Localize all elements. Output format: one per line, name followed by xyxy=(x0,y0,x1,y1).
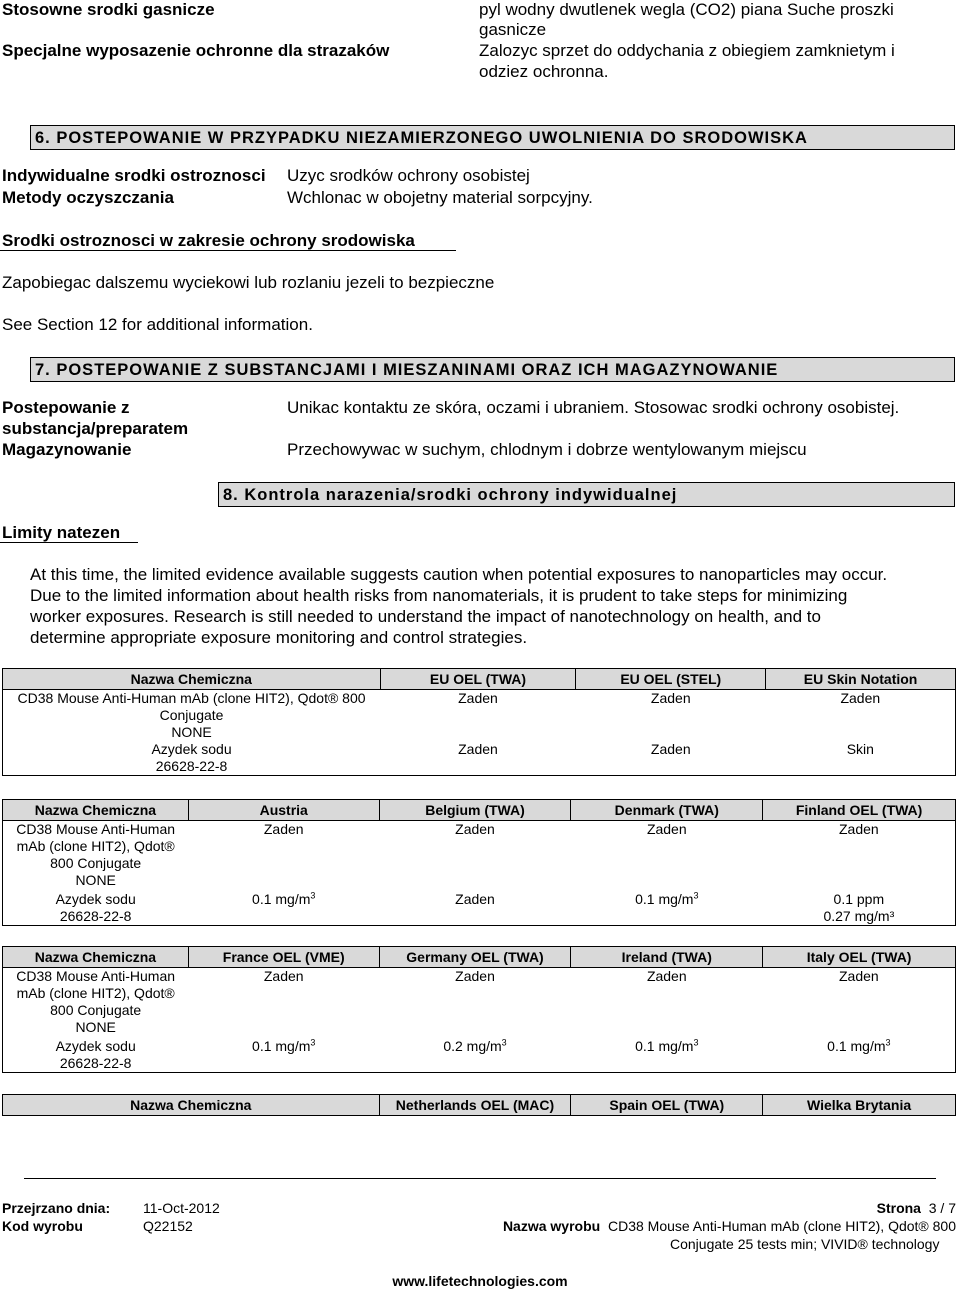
table-header-row xyxy=(3,800,956,821)
cell-value: 0.2 mg/m xyxy=(443,1038,502,1054)
nano-paragraph-line-2: Due to the limited information about health risks from nanomaterials, it is prudent to take steps for minimizing xyxy=(30,586,848,605)
storage-label: Magazynowanie xyxy=(2,440,132,459)
page-value: 3 / 7 xyxy=(928,1200,956,1216)
cell-line: NONE xyxy=(75,872,116,888)
section-6-header: 6. POSTEPOWANIE W PRZYPADKU NIEZAMIERZONEGO UWOLNIENIA DO SRODOWISKA xyxy=(30,125,955,150)
limits-underline xyxy=(0,542,138,543)
table-cell: Zaden xyxy=(263,968,304,984)
table-header-row xyxy=(3,669,956,690)
table-cell: Zaden xyxy=(766,690,956,742)
cell-line: Azydek sodu xyxy=(151,741,232,757)
chemical-name-cell xyxy=(3,968,189,1037)
environmental-precautions-heading: Srodki ostroznosci w zakresie ochrony srodowiska xyxy=(2,231,415,250)
table-cell: Zaden xyxy=(646,968,687,984)
cell-value: 0.1 mg/m xyxy=(635,1038,694,1054)
column-header: Austria xyxy=(188,800,379,821)
table-cell xyxy=(188,889,379,926)
table-cell xyxy=(188,1036,379,1073)
column-header: Finland OEL (TWA) xyxy=(763,800,956,821)
cell-line: 800 Conjugate xyxy=(50,1002,142,1018)
cleanup-methods-value: Wchlonac w obojetny material sorpcyjny. xyxy=(287,188,593,207)
chemical-name-cell xyxy=(3,690,381,742)
cell-line: Azydek sodu xyxy=(55,891,136,907)
table-row xyxy=(3,1036,956,1073)
page-number xyxy=(877,1200,956,1217)
exposure-limits-label: Limity natezen xyxy=(2,523,121,542)
chemical-name-cell xyxy=(3,1036,189,1073)
column-header: Spain OEL (TWA) xyxy=(571,1095,763,1116)
cell-line: NONE xyxy=(171,724,212,740)
cell-line: 0.1 ppm xyxy=(833,891,885,907)
column-header: Ireland (TWA) xyxy=(571,947,763,968)
product-name-line-2: Conjugate 25 tests min; VIVID® technology xyxy=(670,1236,940,1252)
cell-line: CD38 Mouse Anti-Human xyxy=(16,821,176,837)
fire-extinguishing-value-2: gasnicze xyxy=(479,20,547,39)
column-header: Germany OEL (TWA) xyxy=(379,947,571,968)
table-row xyxy=(3,741,956,776)
unit-superscript: 3 xyxy=(501,1037,507,1048)
table-cell: Zaden xyxy=(646,821,687,837)
personal-precautions-value: Uzyc srodków ochrony osobistej xyxy=(287,166,530,185)
column-header: Nazwa Chemiczna xyxy=(3,800,189,821)
cell-value: 0.1 mg/m xyxy=(252,891,311,907)
column-header: Nazwa Chemiczna xyxy=(3,669,381,690)
eu-oel-table xyxy=(2,668,956,776)
environmental-precautions-text: Zapobiegac dalszemu wyciekowi lub rozlaniu jezeli to bezpieczne xyxy=(2,273,495,292)
chemical-name-cell xyxy=(3,889,189,926)
storage-value: Przechowywac w suchym, chlodnym i dobrze wentylowanym miejscu xyxy=(287,440,807,459)
country-oel-table-2 xyxy=(2,946,956,1073)
personal-precautions-label: Indywidualne srodki ostroznosci xyxy=(2,166,266,185)
column-header: Netherlands OEL (MAC) xyxy=(379,1095,571,1116)
fire-extinguishing-label: Stosowne srodki gasnicze xyxy=(2,0,215,19)
table-cell: Zaden xyxy=(650,690,691,706)
nano-paragraph-line-4: determine appropriate exposure monitoring and control strategies. xyxy=(30,628,528,647)
table-cell: Zaden xyxy=(263,821,304,837)
cell-line: NONE xyxy=(75,1019,116,1035)
firefighter-equipment-value-1: Zalozyc sprzet do oddychania z obiegiem zamknietym i xyxy=(479,41,895,60)
cell-line: 26628-22-8 xyxy=(59,1055,132,1071)
handling-value: Unikac kontaktu ze skóra, oczami i ubraniem. Stosowac srodki ochrony osobistej. xyxy=(287,398,900,417)
column-header: Denmark (TWA) xyxy=(571,800,763,821)
cell-line: Azydek sodu xyxy=(55,1038,136,1054)
cell-line: mAb (clone HIT2), Qdot® xyxy=(16,985,175,1001)
column-header: EU Skin Notation xyxy=(766,669,956,690)
table-row xyxy=(3,889,956,926)
cell-line: mAb (clone HIT2), Qdot® xyxy=(16,838,175,854)
column-header: Belgium (TWA) xyxy=(379,800,571,821)
table-cell xyxy=(763,1036,956,1073)
column-header: France OEL (VME) xyxy=(188,947,379,968)
product-code-value: Q22152 xyxy=(143,1218,193,1234)
unit-superscript: 3 xyxy=(310,890,316,901)
product-name-line-1: CD38 Mouse Anti-Human mAb (clone HIT2), Qdot® 800 xyxy=(607,1218,956,1234)
column-header: Nazwa Chemiczna xyxy=(3,947,189,968)
chemical-name-cell xyxy=(3,741,381,776)
cell-line: CD38 Mouse Anti-Human mAb (clone HIT2), Qdot® 800 xyxy=(17,690,366,706)
table-row xyxy=(3,690,956,742)
nano-paragraph-line-3: worker exposures. Research is still needed to understand the impact of nanotechnology on health, and to xyxy=(30,607,821,626)
section-8-header: 8. Kontrola narazenia/srodki ochrony indywidualnej xyxy=(218,482,955,507)
handling-label-2: substancja/preparatem xyxy=(2,419,189,438)
product-name xyxy=(503,1218,956,1235)
column-header: Nazwa Chemiczna xyxy=(3,1095,380,1116)
table-cell: Zaden xyxy=(576,741,766,776)
table-cell: Skin xyxy=(766,741,956,776)
cell-value: 0.1 mg/m xyxy=(252,1038,311,1054)
column-header: Wielka Brytania xyxy=(763,1095,956,1116)
table-row xyxy=(3,821,956,890)
cell-line: 800 Conjugate xyxy=(50,855,142,871)
table-cell xyxy=(763,889,956,926)
website-url: www.lifetechnologies.com xyxy=(392,1273,568,1289)
nano-paragraph-line-1: At this time, the limited evidence available suggests caution when potential exposures to nanoparticles may occur. xyxy=(30,565,888,584)
table-cell xyxy=(379,1036,571,1073)
table-cell: Zaden xyxy=(455,968,495,984)
column-header: EU OEL (STEL) xyxy=(576,669,766,690)
see-section-note: See Section 12 for additional information. xyxy=(2,315,313,334)
column-header: EU OEL (TWA) xyxy=(380,669,576,690)
firefighter-equipment-label: Specjalne wyposazenie ochronne dla strazaków xyxy=(2,41,390,60)
table-cell: Zaden xyxy=(380,741,576,776)
cell-line: 26628-22-8 xyxy=(59,908,132,924)
column-header: Italy OEL (TWA) xyxy=(763,947,956,968)
table-header-row xyxy=(3,947,956,968)
product-code-label: Kod wyrobu xyxy=(2,1218,83,1234)
table-header-row xyxy=(3,1095,956,1116)
table-cell xyxy=(571,1036,763,1073)
table-cell xyxy=(571,889,763,926)
page-label: Strona xyxy=(876,1200,921,1216)
revised-date-value: 11-Oct-2012 xyxy=(143,1200,220,1216)
country-oel-table-3 xyxy=(2,1094,956,1116)
cell-value: 0.1 mg/m xyxy=(635,891,694,907)
unit-superscript: 3 xyxy=(885,1037,891,1048)
heading-underline xyxy=(0,250,456,251)
firefighter-equipment-value-2: odziez ochronna. xyxy=(479,62,609,81)
cell-line: CD38 Mouse Anti-Human xyxy=(16,968,176,984)
cell-value: 0.1 mg/m xyxy=(827,1038,886,1054)
table-cell: Zaden xyxy=(763,968,956,1037)
cell-line: Conjugate xyxy=(159,707,224,723)
chemical-name-cell xyxy=(3,821,189,890)
table-cell: Zaden xyxy=(458,690,498,706)
cell-line: 26628-22-8 xyxy=(155,758,228,774)
table-cell: Zaden xyxy=(455,821,495,837)
revised-date-label: Przejrzano dnia: xyxy=(2,1200,111,1216)
unit-superscript: 3 xyxy=(693,1037,699,1048)
unit-superscript: 3 xyxy=(693,890,699,901)
cell-line: 0.27 mg/m³ xyxy=(823,908,895,924)
table-cell: Zaden xyxy=(763,821,956,890)
table-row xyxy=(3,968,956,1037)
cleanup-methods-label: Metody oczyszczania xyxy=(2,188,174,207)
unit-superscript: 3 xyxy=(310,1037,316,1048)
handling-label-1: Postepowanie z xyxy=(2,398,130,417)
country-oel-table-1 xyxy=(2,799,956,926)
table-cell: Zaden xyxy=(379,889,571,926)
fire-extinguishing-value-1: pyl wodny dwutlenek wegla (CO2) piana Suche proszki xyxy=(479,0,894,19)
product-name-label: Nazwa wyrobu xyxy=(502,1218,601,1234)
footer-divider xyxy=(24,1178,936,1179)
section-7-header: 7. POSTEPOWANIE Z SUBSTANCJAMI I MIESZANINAMI ORAZ ICH MAGAZYNOWANIE xyxy=(30,357,955,382)
